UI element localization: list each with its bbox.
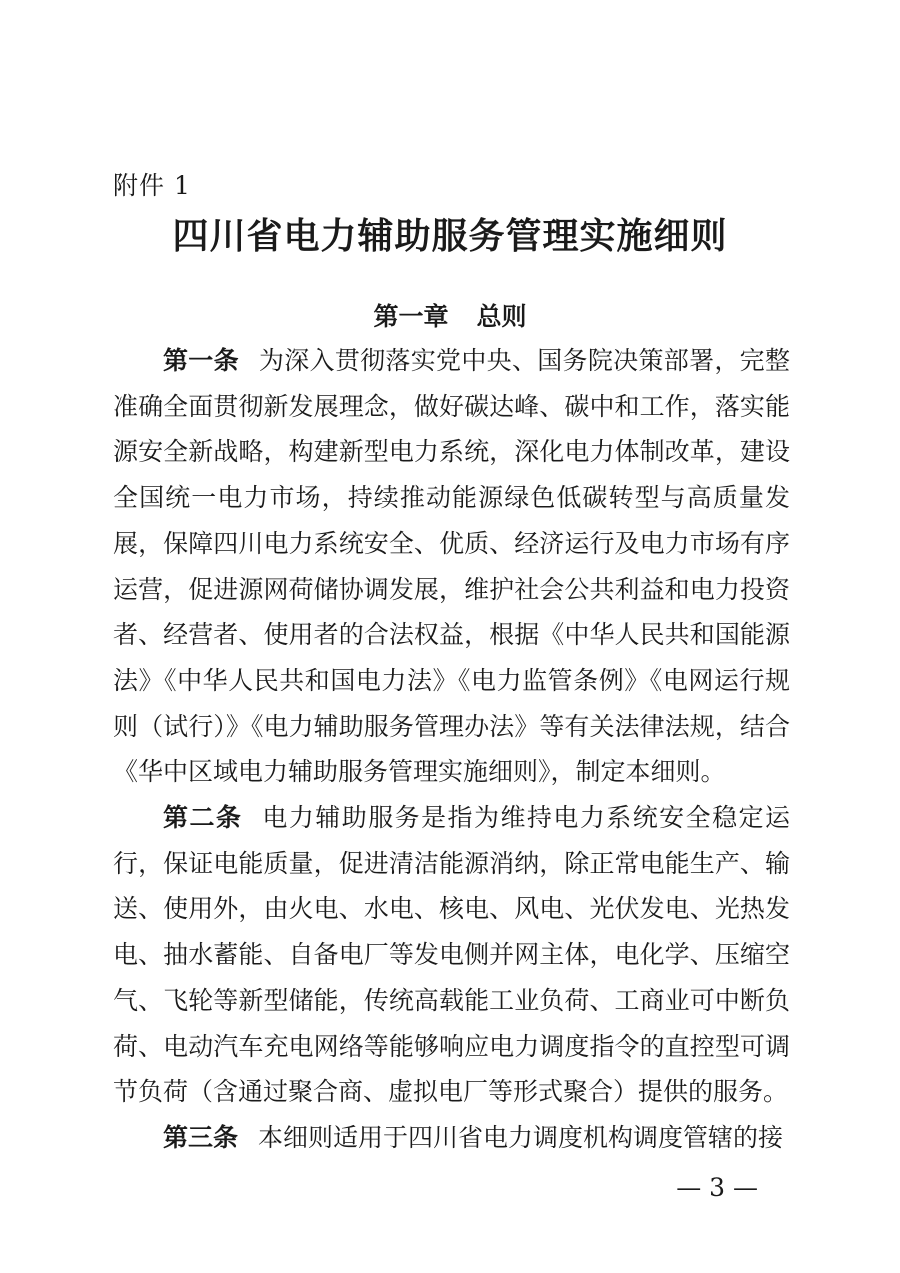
article-1 xyxy=(113,338,790,795)
attachment-label: 附件 1 xyxy=(113,171,191,200)
article-text: 本细则适用于四川省电力调度机构调度管辖的接 xyxy=(258,1122,784,1152)
article-number: 第二条 xyxy=(163,803,243,833)
chapter-heading xyxy=(0,297,900,337)
article-number: 第三条 xyxy=(163,1122,239,1152)
document-body xyxy=(113,338,790,1161)
chapter-number: 第一章 xyxy=(373,302,449,331)
article-text: 电力辅助服务是指为维持电力系统安全稳定运行，保证电能质量，促进清洁能源消纳，除正常电能生产、输送、使用外，由火电、水电、核电、风电、光伏发电、光热发电、抽水蓄能、自备电厂等发电侧并网主体，电化学、压缩空气、飞轮等新型储能，传统高载能工业负荷、工商业可中断负荷、电动汽车充电网络等能够响应电力调度指令的直控型可调节负荷（含通过聚合商、虚拟电厂等形式聚合）提供的服务。 xyxy=(113,803,790,1107)
chapter-name: 总则 xyxy=(476,302,527,331)
article-2 xyxy=(113,795,790,1115)
article-number: 第一条 xyxy=(163,346,239,375)
article-3 xyxy=(113,1115,790,1161)
document-title: 四川省电力辅助服务管理实施细则 xyxy=(172,215,728,257)
article-text: 为深入贯彻落实党中央、国务院决策部署，完整准确全面贯彻新发展理念，做好碳达峰、碳中和工作，落实能源安全新战略，构建新型电力系统，深化电力体制改革，建设全国统一电力市场，持续推动能源绿色低碳转型与高质量发展，保障四川电力系统安全、优质、经济运行及电力市场有序运营，促进源网荷储协调发展，维护社会公共利益和电力投资者、经营者、使用者的合法权益，根据《中华人民共和国能源法》《中华人民共和国电力法》《电力监管条例》《电网运行规则（试行）》《电力辅助服务管理办法》等有关法律法规，结合《华中区域电力辅助服务管理实施细则》，制定本细则。 xyxy=(113,346,790,787)
page-number: — 3 — xyxy=(676,1173,758,1202)
